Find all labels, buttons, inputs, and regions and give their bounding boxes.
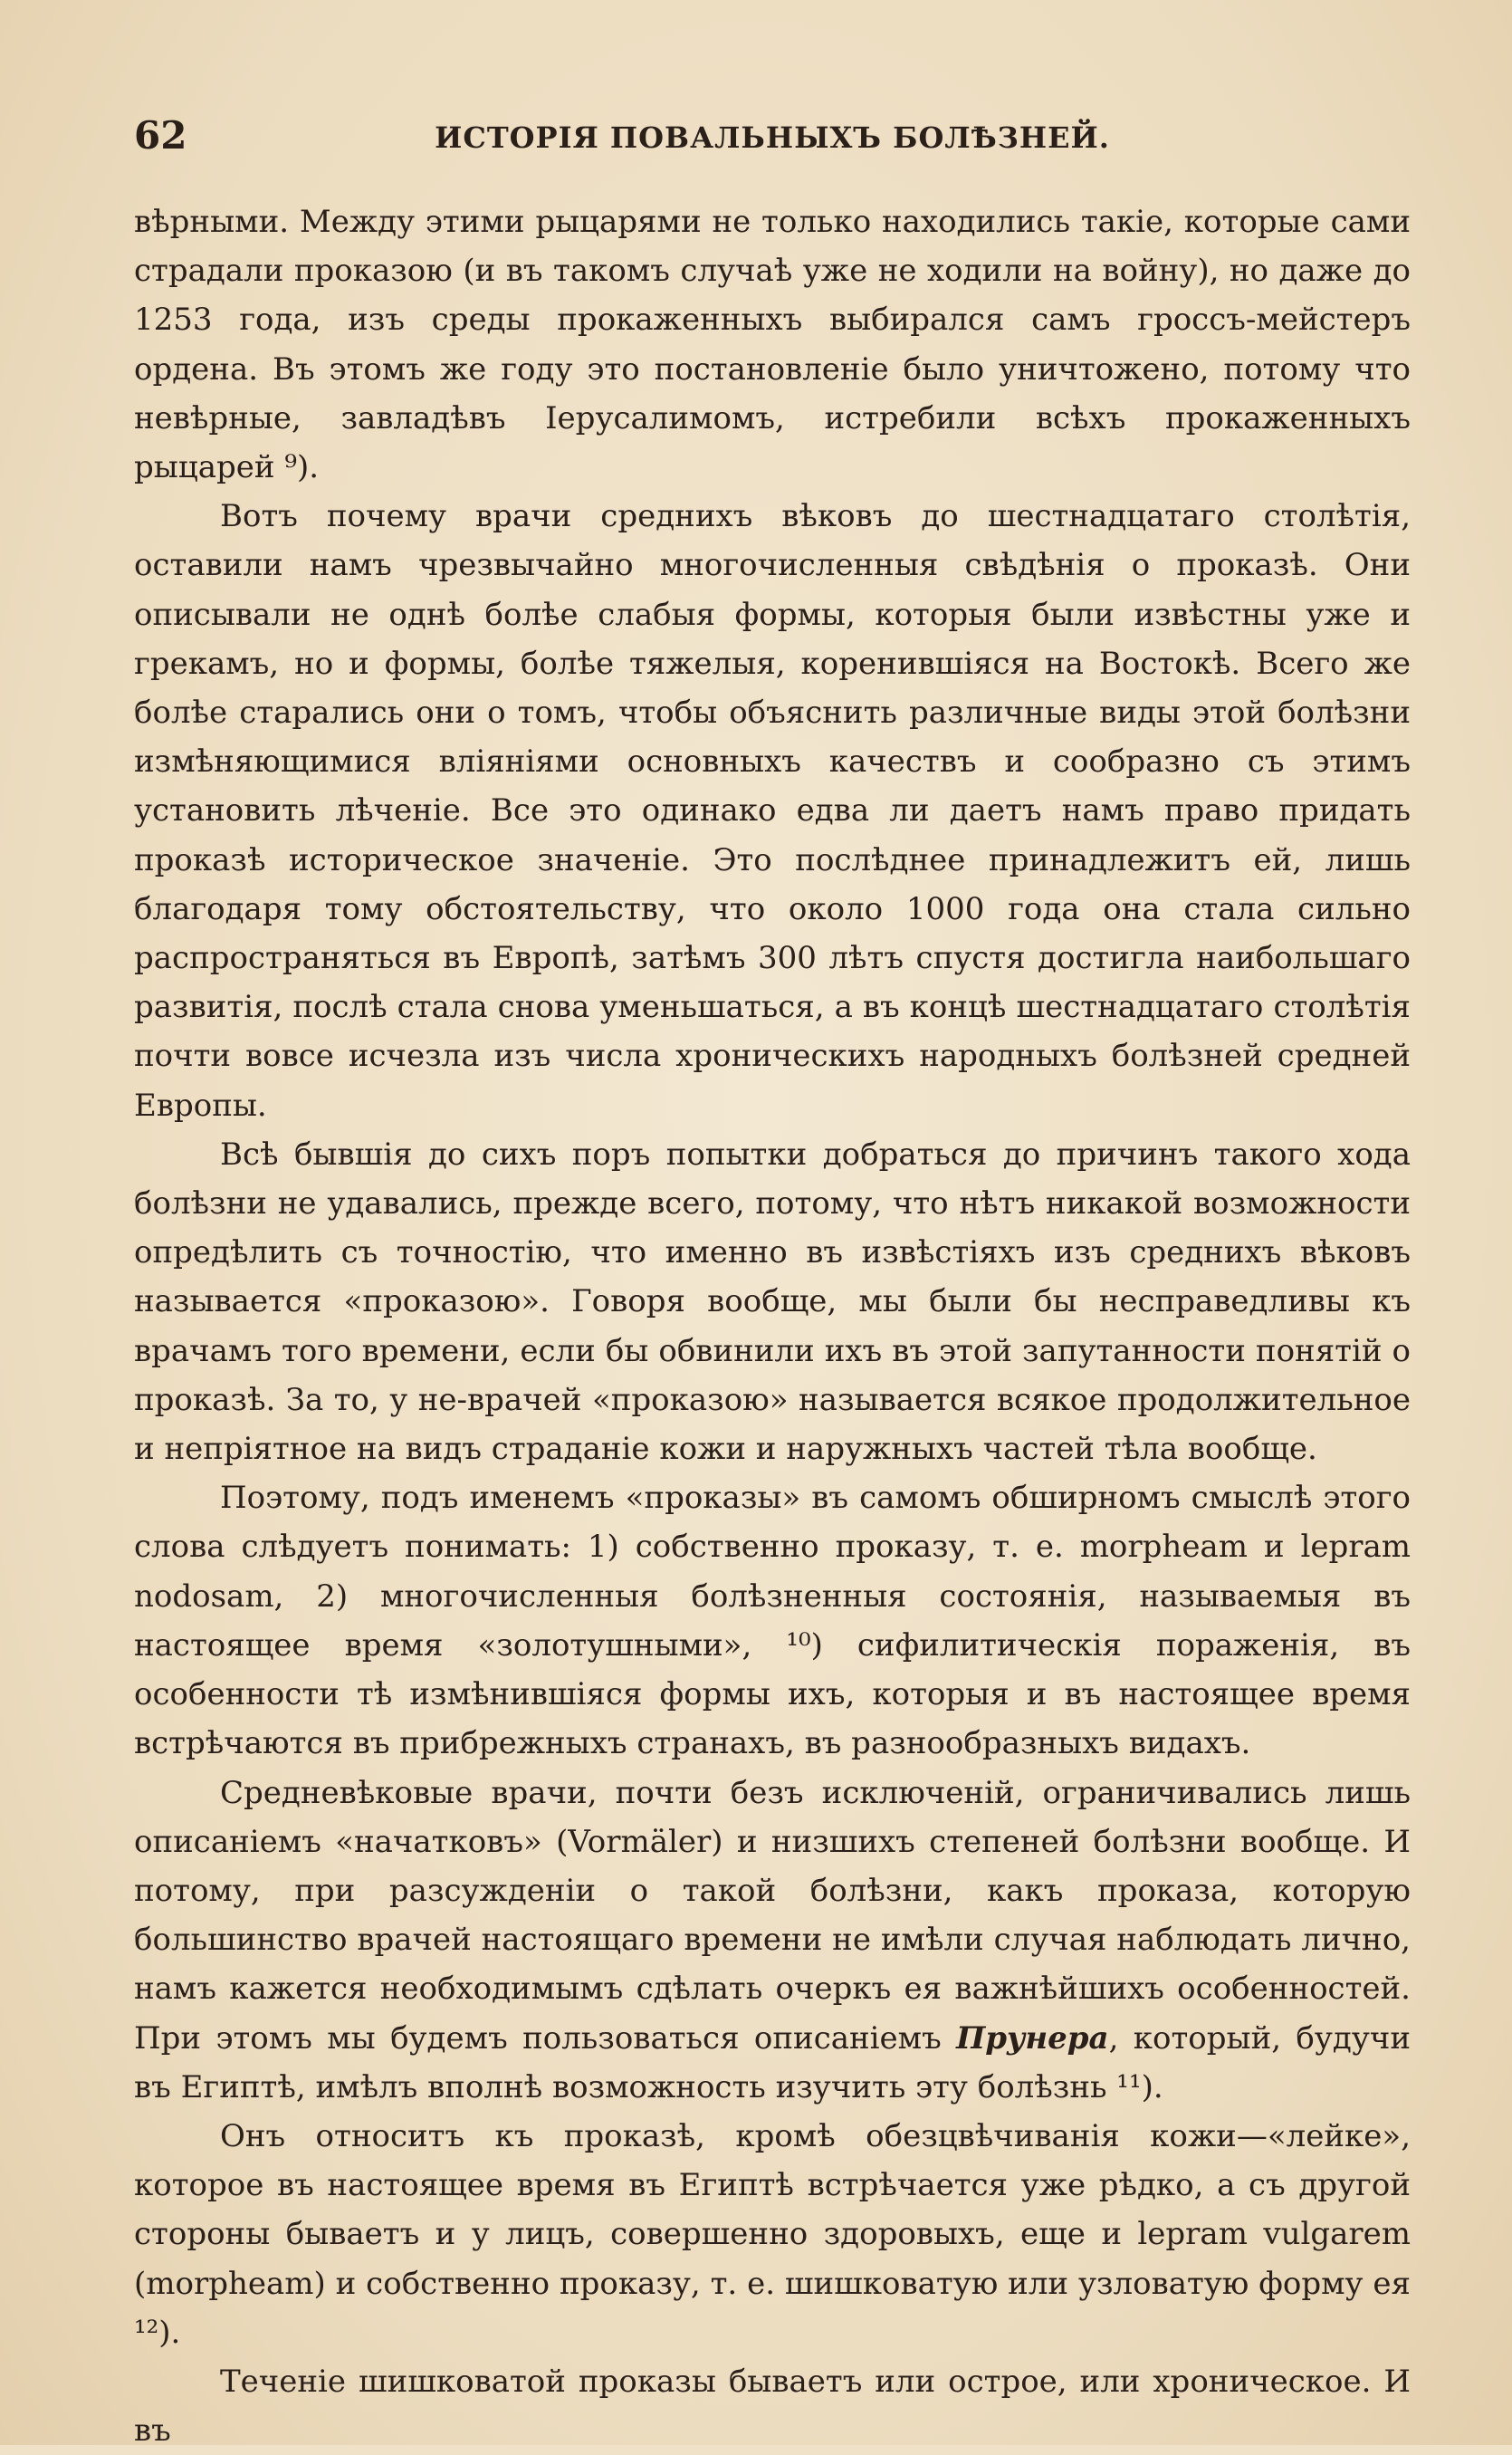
paragraph-5 bbox=[134, 1769, 1411, 2112]
paragraph-7 bbox=[134, 2357, 1411, 2455]
paragraph-1 bbox=[134, 197, 1411, 492]
paragraph-4-text: Поэтому, подъ именемъ «проказы» въ самомъ обширномъ смыслѣ этого слова слѣдуетъ понимать: 1) собственно проказу, т. е. morpheam и lepram nodosam, 2) многочисленныя болѣзненныя состоянія, называемыя въ настоящее время «золотушными», ¹⁰) сифилитическія пораженія, въ особенности тѣ измѣнившіяся формы ихъ, которыя и въ настоящее время встрѣчаются въ прибрежныхъ странахъ, въ разнообразныхъ видахъ. bbox=[134, 1480, 1411, 1762]
paragraph-6 bbox=[134, 2112, 1411, 2357]
paragraph-3-text: Всѣ бывшія до сихъ поръ попытки добраться до причинъ такого хода болѣзни не удавались, прежде всего, потому, что нѣтъ никакой возможности опредѣлить съ точностію, что именно въ извѣстіяхъ изъ среднихъ вѣковъ называется «проказою». Говоря вообще, мы были бы несправедливы къ врачамъ того времени, если бы обвинили ихъ въ этой запутанности понятій о проказѣ. За то, у не-врачей «проказою» называется всякое продолжительное и непріятное на видъ страданіе кожи и наружныхъ частей тѣла вообще. bbox=[134, 1136, 1411, 1468]
paragraph-7-text: Теченіе шишковатой проказы бываетъ или острое, или хроническое. И въ bbox=[134, 2363, 1411, 2450]
paragraph-6-text: Онъ относитъ къ проказѣ, кромѣ обезцвѣчиванія кожи—«лейке», которое въ настоящее время въ Египтѣ встрѣчается уже рѣдко, а съ другой стороны бываетъ и у лицъ, совершенно здоровыхъ, еще и lepram vulgarem (morpheam) и собственно проказу, т. е. шишковатую или узловатую форму ея ¹²). bbox=[134, 2117, 1411, 2351]
page-number: 62 bbox=[134, 113, 187, 158]
paragraph-1-text: вѣрными. Между этими рыцарями не только находились такіе, которые сами страдали проказою (и въ такомъ случаѣ уже не ходили на войну), но даже до 1253 года, изъ среды прокаженныхъ выбирался самъ гроссъ-мейстеръ ордена. Въ этомъ же году это постановленіе было уничтожено, потому что невѣрные, завладѣвъ Іерусалимомъ, истребили всѣхъ прокаженныхъ рыцарей ⁹). bbox=[134, 204, 1411, 486]
running-title: ИСТОРІЯ ПОВАЛЬНЫХЪ БОЛѢЗНЕЙ. bbox=[435, 120, 1110, 155]
author-name-emphasis: Прунера bbox=[956, 2019, 1109, 2057]
paragraph-3 bbox=[134, 1130, 1411, 1473]
paragraph-2-text: Вотъ почему врачи среднихъ вѣковъ до шестнадцатаго столѣтія, оставили намъ чрезвычайно многочисленныя свѣдѣнія о проказѣ. Они описывали не однѣ болѣе слабыя формы, которыя были извѣстны уже и грекамъ, но и формы, болѣе тяжелыя, коренившіяся на Востокѣ. Всего же болѣе старались они о томъ, чтобы объяснить различные виды этой болѣзни измѣняющимися вліяніями основныхъ качествъ и сообразно съ этимъ установить лѣченіе. Все это одинако едва ли даетъ намъ право придать проказѣ историческое значеніе. Это послѣднее принадлежитъ ей, лишь благодаря тому обстоятельству, что около 1000 года она стала сильно распространяться въ Европѣ, затѣмъ 300 лѣтъ спустя достигла наибольшаго развитія, послѣ стала снова уменьшаться, а въ концѣ шестнадцатаго столѣтія почти вовсе исчезла изъ числа хроническихъ народныхъ болѣзней средней Европы. bbox=[134, 498, 1411, 1124]
paragraph-5-tail: , который, будучи въ Египтѣ, имѣлъ вполнѣ возможность изучить эту болѣзнь ¹¹). bbox=[134, 2019, 1411, 2105]
paragraph-4 bbox=[134, 1473, 1411, 1768]
paragraph-5-text: Средневѣковые врачи, почти безъ исключеній, ограничивались лишь описаніемъ «начатковъ» (Vormäler) и низшихъ степеней болѣзни вообще. И потому, при разсужденіи о такой болѣзни, какъ проказа, которую большинство врачей настоящаго времени не имѣли случая наблюдать лично, намъ кажется необходимымъ сдѣлать очеркъ ея важнѣйшихъ особенностей. При этомъ мы будемъ пользоваться описаніемъ bbox=[134, 1774, 1411, 2057]
page-header bbox=[134, 113, 1411, 168]
body-text bbox=[134, 197, 1411, 2455]
paragraph-2 bbox=[134, 492, 1411, 1130]
